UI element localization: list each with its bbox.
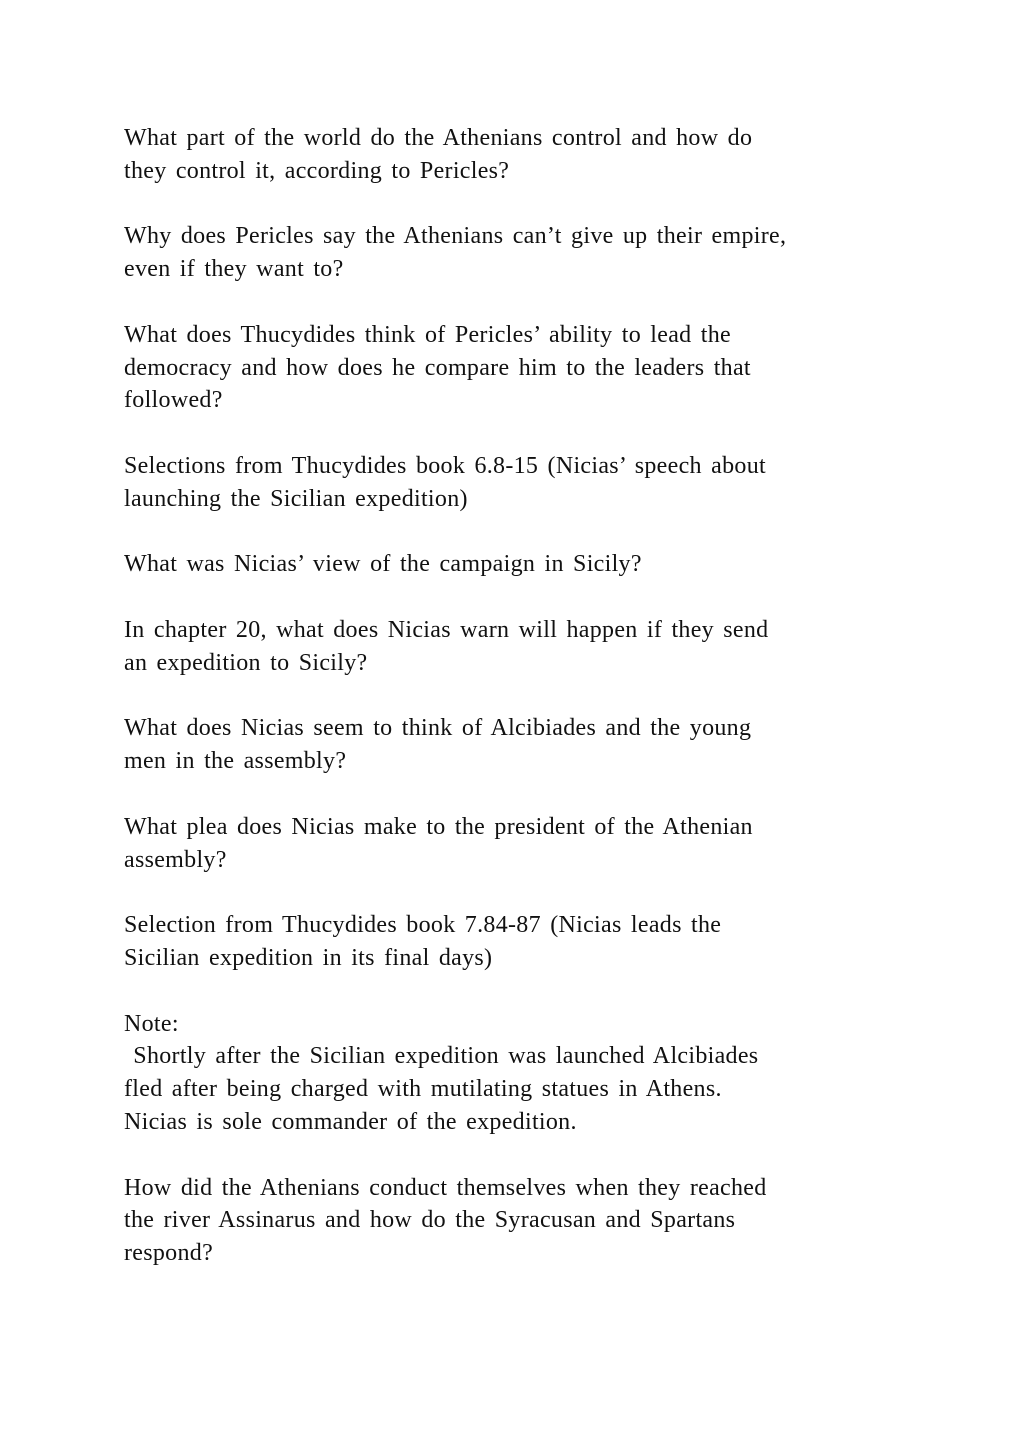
question-nicias-view (124, 548, 914, 581)
text-line: men in the assembly? (124, 748, 347, 775)
text-line: Selection from Thucydides book 7.84-87 (Nicias leads the (124, 912, 722, 939)
question-thucydides-on-pericles (124, 319, 914, 417)
text-line: What does Nicias seem to think of Alcibiades and the young (124, 715, 752, 742)
text-line: launching the Sicilian expedition) (124, 485, 468, 512)
question-alcibiades (124, 712, 914, 778)
question-athenian-control (124, 122, 914, 188)
note-label: Note: (124, 1010, 179, 1037)
question-nicias-plea (124, 811, 914, 877)
question-assinarus (124, 1172, 914, 1270)
section-heading-nicias-speech (124, 450, 914, 516)
text-line: What was Nicias’ view of the campaign in Sicily? (124, 551, 642, 578)
text-line: How did the Athenians conduct themselves when they reached (124, 1174, 767, 1201)
text-line: What plea does Nicias make to the president of the Athenian (124, 813, 753, 840)
question-chapter-20 (124, 614, 914, 680)
text-line: Nicias is sole commander of the expedition. (124, 1108, 577, 1135)
text-line: fled after being charged with mutilating statues in Athens. (124, 1076, 722, 1103)
text-line: What part of the world do the Athenians control and how do (124, 125, 753, 151)
question-empire (124, 220, 914, 286)
text-line: an expedition to Sicily? (124, 649, 368, 676)
section-heading-final-days (124, 909, 914, 975)
text-line: Selections from Thucydides book 6.8-15 (Nicias’ speech about (124, 452, 766, 479)
text-line: What does Thucydides think of Pericles’ ability to lead the (124, 321, 732, 348)
text-line: respond? (124, 1240, 214, 1267)
text-line: followed? (124, 387, 223, 414)
document-body (124, 122, 914, 1303)
text-line: Sicilian expedition in its final days) (124, 944, 493, 971)
text-line: In chapter 20, what does Nicias warn will happen if they send (124, 616, 769, 643)
note-block (124, 1008, 914, 1139)
text-line: Shortly after the Sicilian expedition was launched Alcibiades (124, 1043, 759, 1070)
text-line: they control it, according to Pericles? (124, 157, 510, 184)
text-line: Why does Pericles say the Athenians can’t give up their empire, (124, 223, 787, 250)
text-line: the river Assinarus and how do the Syracusan and Spartans (124, 1207, 736, 1234)
text-line: democracy and how does he compare him to the leaders that (124, 354, 751, 381)
text-line: even if they want to? (124, 256, 344, 283)
text-line: assembly? (124, 846, 227, 873)
